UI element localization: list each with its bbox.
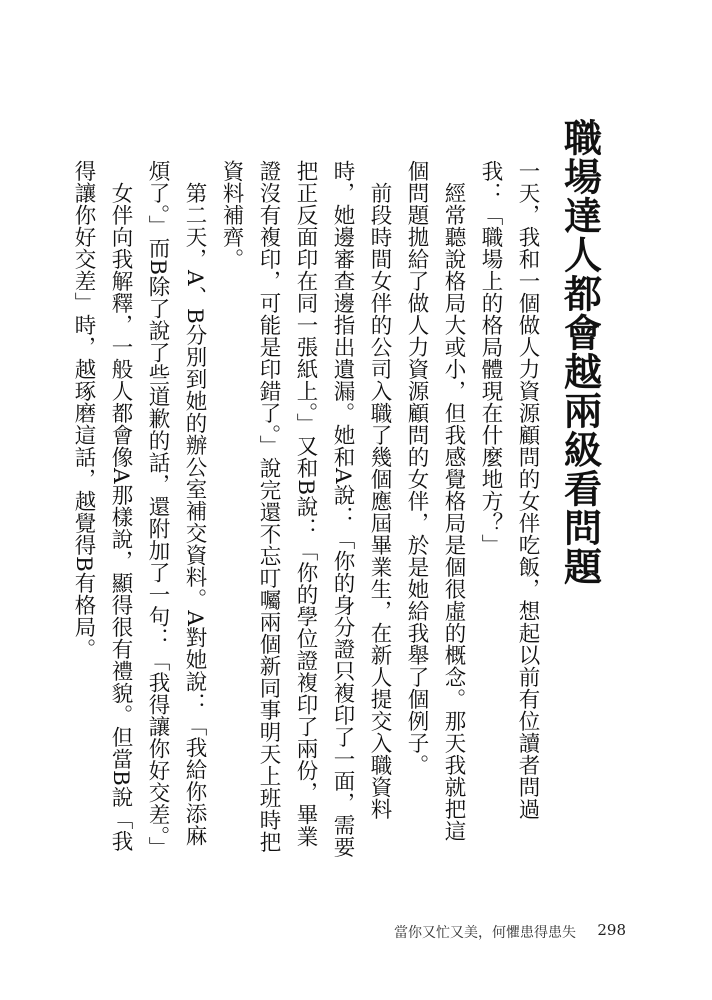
chapter-title: 職場達人都會越兩級看問題 — [557, 118, 603, 586]
page-number: 298 — [597, 921, 626, 939]
page-footer — [0, 922, 712, 944]
running-book-title: 當你又忙又美，何懼患得患失 — [394, 925, 576, 941]
paragraph: 一天，我和一個做人力資源顧問的女伴吃飯，想起以前有位讀者問過我：「職場上的格局體現在什麼地方？」 — [478, 160, 540, 820]
paragraph: 第二天，A、B分別到她的辦公室補交資料。A對她說：「我給你添麻煩了。」而B除了說了些道歉的話，還附加了一句：「我得讓你好交差。」 — [145, 160, 207, 859]
paragraph: 經常聽說格局大或小，但我感覺格局是個很虛的概念。那天我就把這個問題拋給了做人力資源顧問的女伴，於是她給我舉了個例子。 — [404, 160, 466, 842]
paragraph: 前段時間女伴的公司入職了幾個應屆畢業生，在新人提交入職資料時，她邊審查邊指出遺漏。她和A說：「你的身分證只複印了一面，需要把正反面印在同一張紙上。」又和B說：「你的學位證複印了兩份，畢業證沒有複印，可能是印錯了。」說完還不忘叮囑兩個新同事明天上班時把資料補齊。 — [219, 160, 392, 859]
body-text — [71, 160, 546, 860]
paragraph: 女伴向我解釋，一般人都會像A那樣說，顯得很有禮貌。但當B說「我得讓你好交差」時，越琢磨這話，越覺得B有格局。 — [71, 160, 133, 852]
